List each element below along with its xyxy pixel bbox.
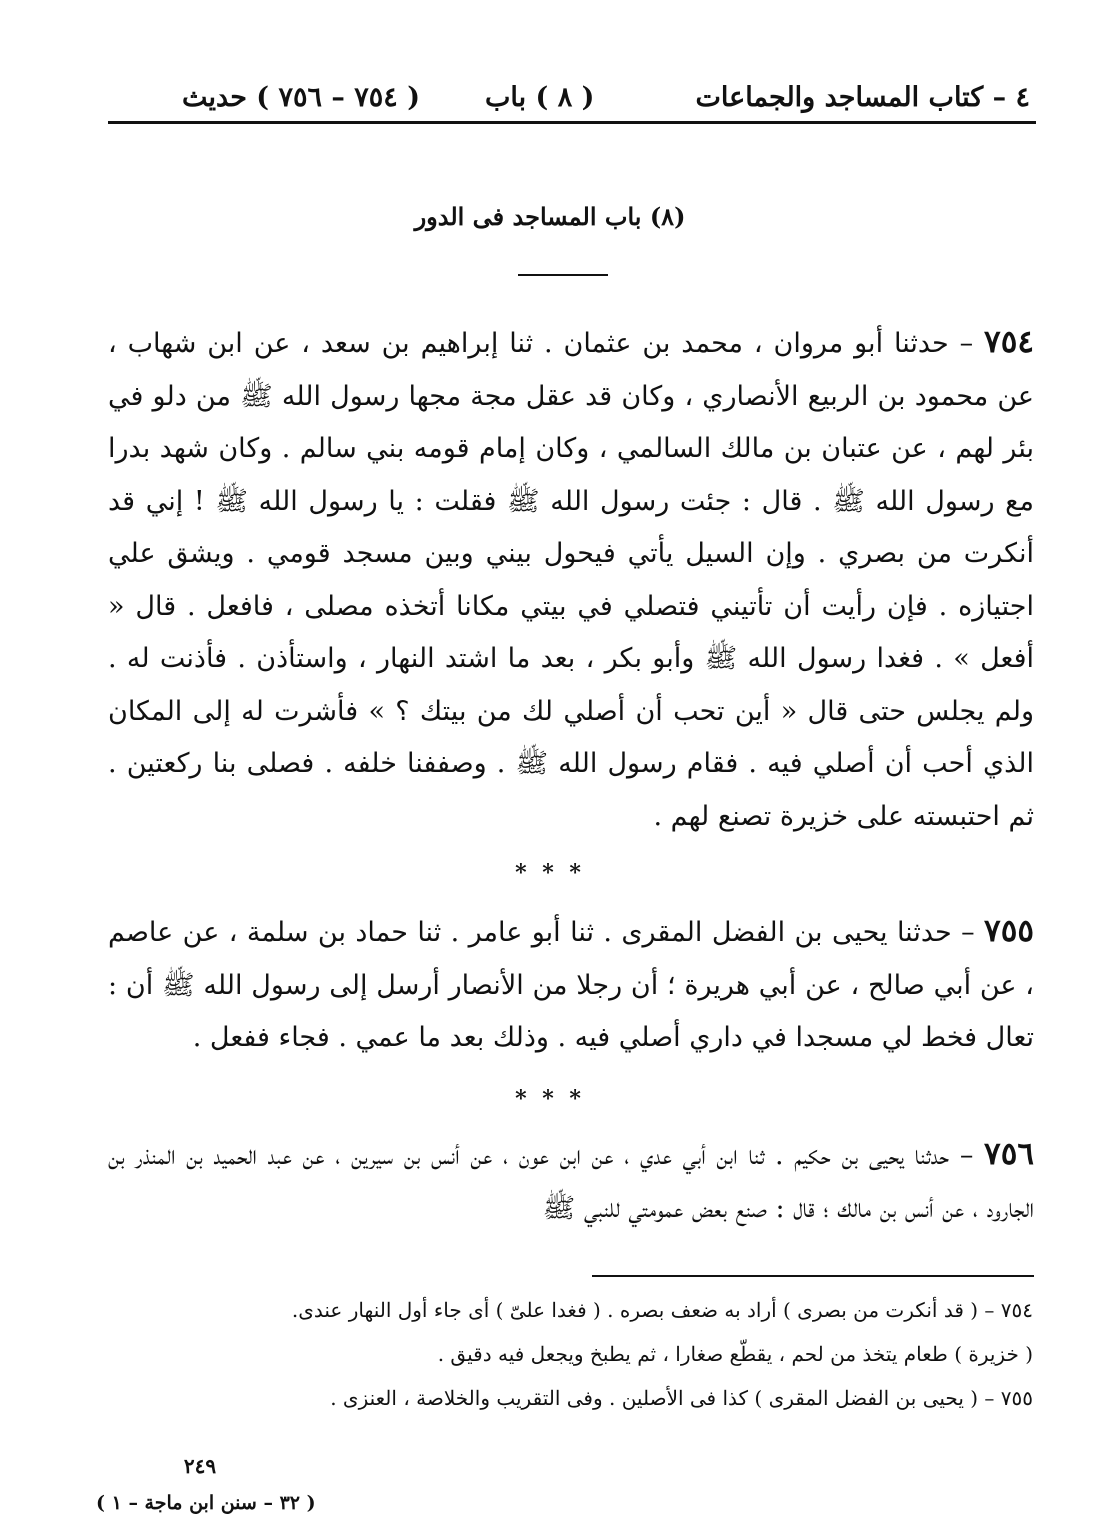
hadith-text: – حدثنا يحيى بن الفضل المقرى . ثنا أبو عامر . ثنا حماد بن سلمة ، عن عاصم ، عن أبي صالح ، عن أبي هريرة ؛ أن رجلا من الأنصار أرسل إلى رسول الله ﷺ أن : تعال فخط لي مسجدا في داري أصلي فيه . وذلك بعد ما عمي . فجاء ففعل . — [108, 917, 1034, 1053]
hadith-756 — [108, 1128, 1034, 1235]
footnote-divider — [592, 1275, 1034, 1277]
footnote: ٧٥٥ – ( يحيى بن الفضل المقرى ) كذا فى الأصلين . وفى التقريب والخلاصة ، العنزى . — [330, 1386, 1033, 1410]
hadith-number: ٧٥٤ — [984, 324, 1034, 360]
header-hadith-range: ( ٧٥٤ – ٧٥٦ ) حديث — [182, 82, 420, 113]
section-separator: * * * — [515, 1086, 585, 1112]
running-header — [110, 78, 1030, 122]
hadith-number: ٧٥٥ — [984, 913, 1034, 949]
chapter-divider — [518, 274, 608, 276]
footnotes — [175, 1288, 1033, 1420]
hadith-755 — [108, 905, 1034, 1065]
header-divider — [108, 121, 1036, 124]
hadith-754 — [108, 316, 1034, 843]
printer-signature: ( ٣٢ – سنن ابن ماجة – ١ ) — [96, 1492, 316, 1514]
footnote: ( خزيرة ) طعام يتخذ من لحم ، يقطّع صغارا ، ثم يطبخ ويجعل فيه دقيق . — [437, 1342, 1033, 1366]
footnote: ٧٥٤ – ( قد أنكرت من بصرى ) أراد به ضعف بصره . ( فغدا علىّ ) أى جاء أول النهار عندى. — [291, 1298, 1033, 1322]
hadith-text: – حدثنا يحيى بن حكيم . ثنا ابن أبي عدي ، عن ابن عون ، عن أنس بن سيرين ، عن عبد الحميد بن المنذر بن الجارود ، عن أنس بن مالك ؛ قال : صنع بعض عمومتي للنبي ﷺ — [108, 1140, 1034, 1224]
hadith-text: – حدثنا أبو مروان ، محمد بن عثمان . ثنا إبراهيم بن سعد ، عن ابن شهاب ، عن محمود بن الربيع الأنصاري ، وكان قد عقل مجة مجها رسول الله ﷺ من دلو في بئر لهم ، عن عتبان بن مالك السالمي ، وكان إمام قومه بني سالم . وكان شهد بدرا مع رسول الله ﷺ . قال : جئت رسول الله ﷺ فقلت : يا رسول الله ﷺ ! إني قد أنكرت من بصري . وإن السيل يأتي فيحول بيني وبين مسجد قومي . ويشق علي اجتيازه . فإن رأيت أن تأتيني فتصلي في بيتي مكانا أتخذه مصلى ، فافعل . قال « أفعل » . فغدا رسول الله ﷺ وأبو بكر ، بعد ما اشتد النهار ، واستأذن . فأذنت له . ولم يجلس حتى قال « أين تحب أن أصلي لك من بيتك ؟ » فأشرت له إلى المكان الذي أحب أن أصلي فيه . فقام رسول الله ﷺ . وصففنا خلفه . فصلى بنا ركعتين . ثم احتبسته على خزيرة تصنع لهم . — [108, 328, 1034, 832]
chapter-title: (٨) باب المساجد فى الدور — [414, 202, 686, 231]
section-separator: * * * — [515, 860, 585, 886]
page-number: ٢٤٩ — [183, 1454, 217, 1478]
header-book-title: ٤ – كتاب المساجد والجماعات — [695, 82, 1030, 113]
hadith-number: ٧٥٦ — [984, 1136, 1034, 1172]
header-chapter: ( ٨ ) باب — [485, 82, 595, 113]
